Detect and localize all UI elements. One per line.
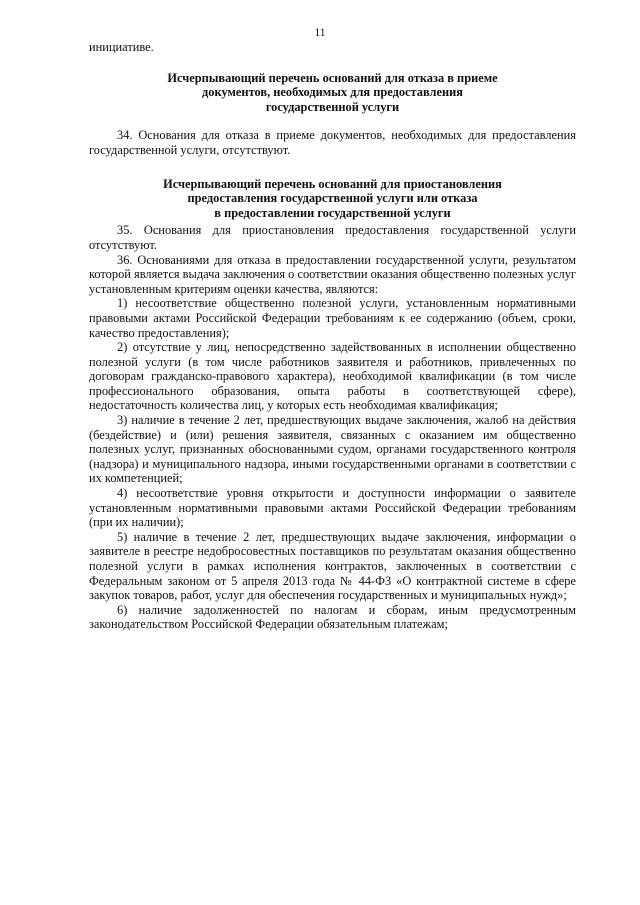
section-heading-suspension-refusal <box>89 177 576 221</box>
list-item: 6) наличие задолженностей по налогам и сборам, иным предусмотренным законодательством Российской Федерации обязательным платежам; <box>89 602 576 632</box>
list-item: 3) наличие в течение 2 лет, предшествующих выдаче заключения, жалоб на действия (бездействие) и (или) решения заявителя, связанных с оказанием им общественно полезных услуг, признанных обоснованными судом, органами государственного контроля (надзора) и муниципального надзора, иными государственными органами в соответствии с их компетенцией; <box>89 413 576 486</box>
section-heading-refusal-documents <box>89 71 576 115</box>
heading-line: в предоставлении государственной услуги <box>214 205 451 220</box>
heading-line: предоставления государственной услуги или отказа <box>187 191 478 206</box>
paragraph-34: 34. Основания для отказа в приеме документов, необходимых для предоставления государственной услуги, отсутствуют. <box>89 128 576 157</box>
list-item: 5) наличие в течение 2 лет, предшествующих выдаче заключения, информации о заявителе в реестре недобросовестных поставщиков по результатам оказания общественно полезной услуги в рамках исполнения контрактов, заключенных в соответствии с Федеральным законом от 5 апреля 2013 года № 44-ФЗ «О контрактной системе в сфере закупок товаров, работ, услуг для обеспечения государственных и муниципальных нужд»; <box>89 529 576 603</box>
lead-fragment: инициативе. <box>89 40 154 54</box>
heading-line: документов, необходимых для предоставления <box>202 85 463 100</box>
heading-line: Исчерпывающий перечень оснований для приостановления <box>163 176 502 191</box>
list-item: 2) отсутствие у лиц, непосредственно задействованных в исполнении общественно полезной услуги (в том числе работников заявителя и работников, привлеченных по договорам гражданско-правового характера), необходимой квалификации (в том числе профессионального образования, опыта работы в соответствующей сфере), недостаточность количества лиц, у которых есть необходимая квалификация; <box>89 340 576 413</box>
heading-line: Исчерпывающий перечень оснований для отказа в приеме <box>167 70 498 85</box>
page-number: 11 <box>314 27 326 39</box>
document-body <box>89 40 576 632</box>
list-item: 4) несоответствие уровня открытости и доступности информации о заявителе установленным нормативными правовыми актами Российской Федерации требованиям (при их наличии); <box>89 486 576 530</box>
list-item: 1) несоответствие общественно полезной услуги, установленным нормативными правовыми актами Российской Федерации требованиям к ее содержанию (объем, сроки, качество предоставления); <box>89 296 576 340</box>
heading-line: государственной услуги <box>265 99 400 114</box>
paragraph-36: 36. Основаниями для отказа в предоставлении государственной услуги, результатом которой является выдача заключения о соответствии оказания общественно полезных услуг установленным критериям оценки качества, являются: <box>89 252 576 296</box>
paragraph-35: 35. Основания для приостановления предоставления государственной услуги отсутствуют. <box>89 223 576 252</box>
